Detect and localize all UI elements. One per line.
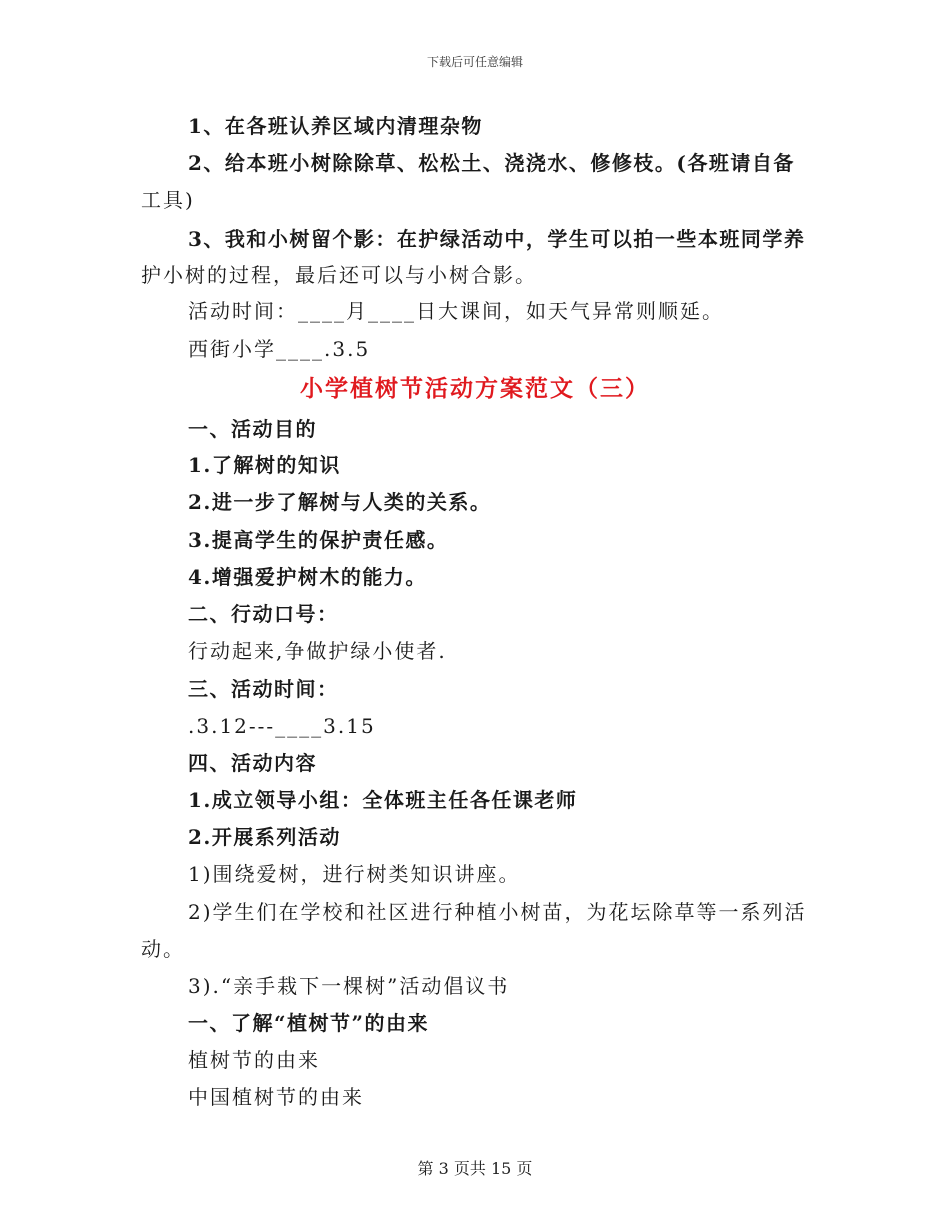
activity-time-line: 活动时间：____月____日大课间，如天气异常则顺延。 — [188, 299, 724, 323]
body-line-3: 工具) — [141, 188, 195, 212]
purpose-item-3: 3.提高学生的保护责任感。 — [188, 528, 449, 552]
body-line-5: 护小树的过程，最后还可以与小树合影。 — [141, 263, 537, 287]
page-header: 下载后可任意编辑 — [426, 55, 523, 69]
origin-line-2: 中国植树节的由来 — [188, 1085, 364, 1109]
body-line-4: 3、我和小树留个影：在护绿活动中，学生可以拍一些本班同学养 — [188, 227, 806, 251]
sub-item-1: 1)围绕爱树，进行树类知识讲座。 — [188, 862, 521, 886]
page-footer: 第 3 页共 15 页 — [417, 1159, 533, 1178]
heading-purpose: 一、活动目的 — [188, 417, 317, 441]
section-title: 小学植树节活动方案范文（三） — [300, 375, 650, 402]
heading-origin: 一、了解“植树节”的由来 — [188, 1011, 430, 1035]
heading-slogan: 二、行动口号： — [188, 602, 339, 626]
body-line-2: 2、给本班小树除除草、松松土、浇浇水、修修枝。(各班请自备 — [188, 151, 795, 175]
content-item-1: 1.成立领导小组：全体班主任各任课老师 — [188, 788, 578, 812]
heading-time: 三、活动时间： — [188, 677, 339, 701]
school-date-line: 西街小学____.3.5 — [188, 337, 371, 361]
purpose-item-2: 2.进一步了解树与人类的关系。 — [188, 490, 492, 514]
purpose-item-1: 1.了解树的知识 — [188, 453, 341, 477]
slogan-text: 行动起来,争做护绿小使者. — [188, 639, 447, 663]
body-line-1: 1、在各班认养区域内清理杂物 — [188, 114, 483, 138]
sub-item-3: 3).“亲手栽下一棵树”活动倡议书 — [188, 974, 510, 998]
content-item-2: 2.开展系列活动 — [188, 825, 341, 849]
purpose-item-4: 4.增强爱护树木的能力。 — [188, 565, 427, 589]
heading-content: 四、活动内容 — [188, 751, 317, 775]
origin-line-1: 植树节的由来 — [188, 1048, 320, 1072]
sub-item-2: 2)学生们在学校和社区进行种植小树苗，为花坛除草等一系列活 — [188, 900, 807, 924]
time-range: .3.12---____3.15 — [188, 714, 376, 738]
sub-item-2-cont: 动。 — [141, 937, 185, 961]
